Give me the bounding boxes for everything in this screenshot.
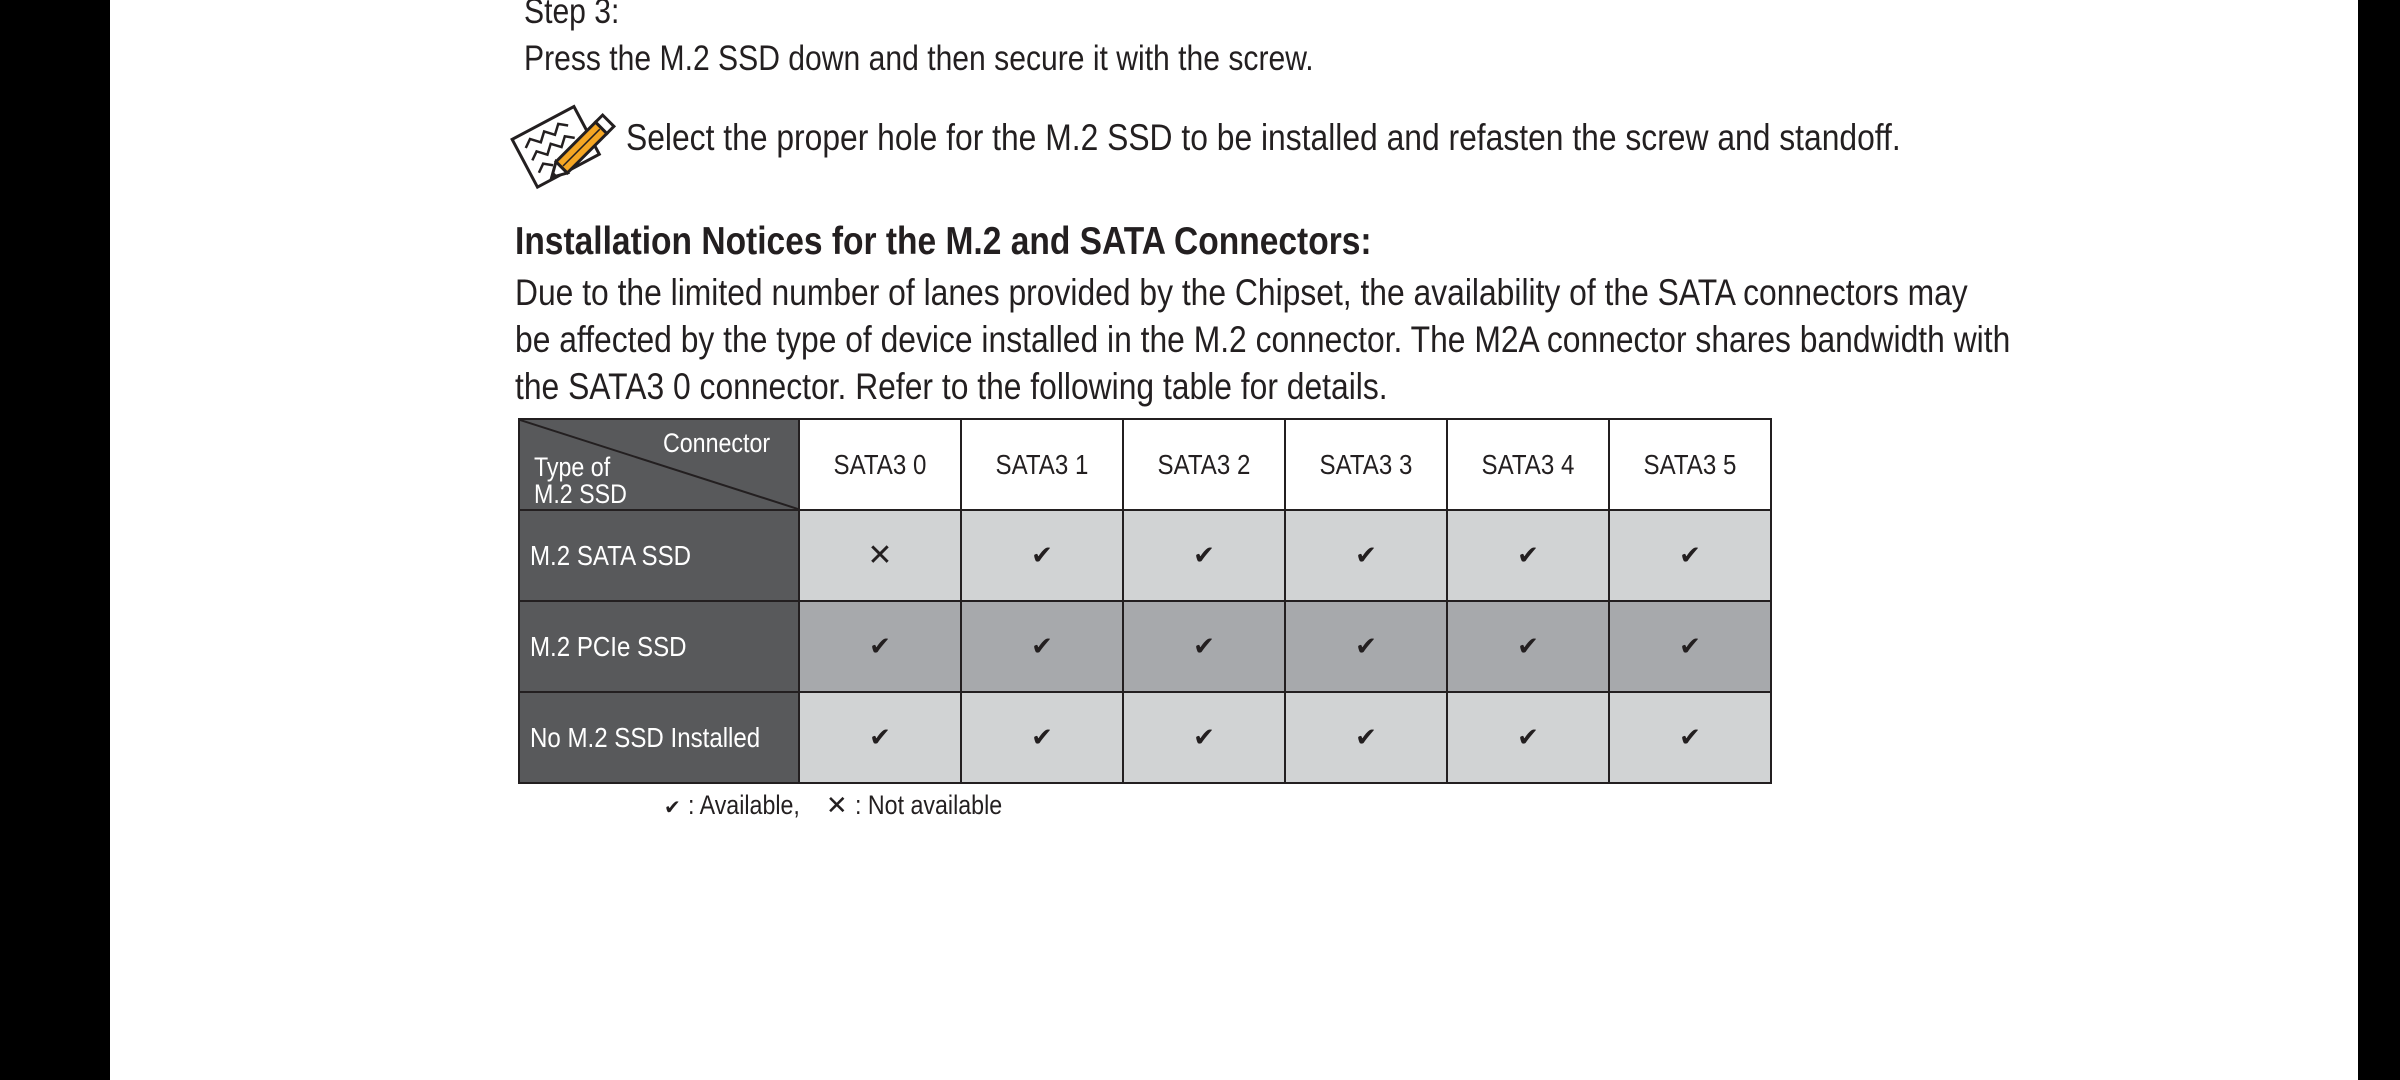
available-check-icon: ✔ [1517, 540, 1539, 571]
paragraph-line: the SATA3 0 connector. Refer to the following table for details. [515, 366, 1388, 407]
available-check-icon: ✔ [1031, 722, 1053, 753]
table-cell [799, 601, 961, 692]
available-check-icon: ✔ [1679, 540, 1701, 571]
available-check-icon: ✔ [1517, 722, 1539, 753]
table-cell [1123, 510, 1285, 601]
available-check-icon: ✔ [664, 795, 681, 819]
table-cell [1285, 692, 1447, 783]
note-text: Select the proper hole for the M.2 SSD to be installed and refasten the screw and standoff. [626, 117, 1901, 158]
available-check-icon: ✔ [1193, 540, 1215, 571]
table-cell [1447, 510, 1609, 601]
table-cell [1609, 601, 1771, 692]
column-header: SATA3 2 [1123, 419, 1285, 510]
section-heading: Installation Notices for the M.2 and SATA Connectors: [515, 220, 1372, 263]
legend-available-text: : Available, [688, 790, 801, 820]
available-check-icon: ✔ [1355, 722, 1377, 753]
column-header: SATA3 3 [1285, 419, 1447, 510]
table-cell [961, 510, 1123, 601]
table-corner-header [519, 419, 799, 510]
available-check-icon: ✔ [1031, 540, 1053, 571]
column-header: SATA3 5 [1609, 419, 1771, 510]
paragraph-line: be affected by the type of device installed in the M.2 connector. The M2A connector shares bandwidth with [515, 319, 2011, 360]
table-row [519, 601, 1771, 692]
table-header-row [519, 419, 1771, 510]
available-check-icon: ✔ [1679, 722, 1701, 753]
column-header: SATA3 0 [799, 419, 961, 510]
available-check-icon: ✔ [1355, 631, 1377, 662]
available-check-icon: ✔ [1517, 631, 1539, 662]
table-cell [1447, 601, 1609, 692]
table-cell [1285, 601, 1447, 692]
corner-type-label: Type of M.2 SSD [534, 452, 627, 509]
table-cell [1609, 510, 1771, 601]
table-cell [1447, 692, 1609, 783]
table-cell [799, 692, 961, 783]
step-label: Step 3: [524, 0, 620, 31]
row-header: M.2 PCIe SSD [519, 601, 799, 692]
sata-availability-table [518, 418, 1772, 784]
table-cell [799, 510, 961, 601]
table-cell [961, 692, 1123, 783]
table-cell [1609, 692, 1771, 783]
not-available-icon: ✕ [867, 538, 893, 573]
available-check-icon: ✔ [1193, 722, 1215, 753]
table-cell [961, 601, 1123, 692]
not-available-icon: ✕ [825, 791, 848, 821]
column-header: SATA3 1 [961, 419, 1123, 510]
table-legend [664, 790, 1026, 821]
document-page [110, 0, 2358, 1080]
table-row [519, 692, 1771, 783]
table-cell [1285, 510, 1447, 601]
available-check-icon: ✔ [869, 722, 891, 753]
step-instruction: Press the M.2 SSD down and then secure it with the screw. [524, 39, 1314, 78]
table-cell [1123, 692, 1285, 783]
table-cell [1123, 601, 1285, 692]
row-header: M.2 SATA SSD [519, 510, 799, 601]
available-check-icon: ✔ [1355, 540, 1377, 571]
table-row [519, 510, 1771, 601]
available-check-icon: ✔ [1679, 631, 1701, 662]
paragraph-line: Due to the limited number of lanes provided by the Chipset, the availability of the SATA connectors may [515, 272, 1968, 313]
page-content [110, 0, 2358, 1080]
legend-not-available-text: : Not available [855, 790, 1003, 820]
available-check-icon: ✔ [1193, 631, 1215, 662]
available-check-icon: ✔ [869, 631, 891, 662]
available-check-icon: ✔ [1031, 631, 1053, 662]
column-header: SATA3 4 [1447, 419, 1609, 510]
row-header: No M.2 SSD Installed [519, 692, 799, 783]
pencil-note-icon [510, 97, 622, 193]
corner-connector-label: Connector [663, 428, 771, 458]
